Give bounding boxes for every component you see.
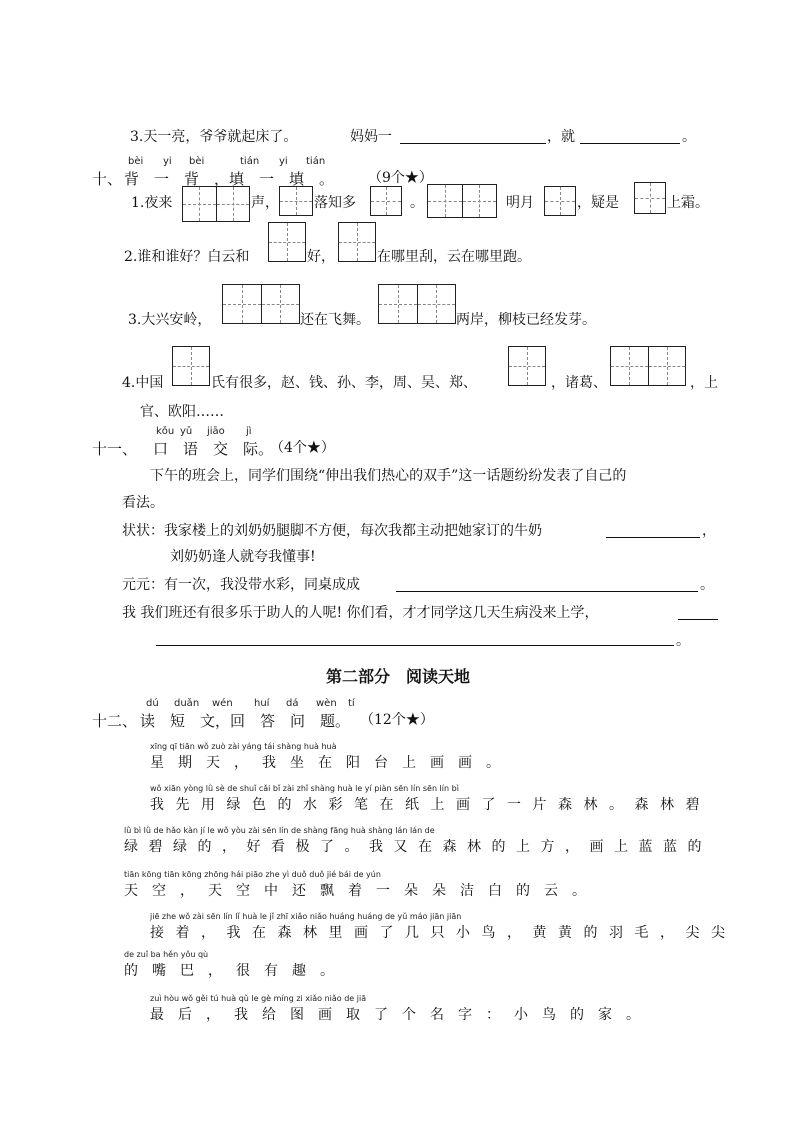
passage-line-1: 星期天，我坐在阳台上画画。 [150, 755, 514, 771]
passage-line-2: 我先用绿色的水彩笔在纸上画了一片森林。森林碧 [150, 797, 711, 813]
s10-l4-b: 氏有很多，赵、钱、孙、李，周、吴、郑、 [211, 375, 477, 391]
s11-py-0: kǒu [156, 426, 175, 437]
q3-mid: 妈妈一 [350, 129, 392, 145]
s10-l1-f: ，疑是 [577, 195, 619, 211]
s10-l4-a: 4.中国 [122, 375, 164, 391]
s11-py-1: yǔ [180, 426, 193, 437]
s10-l1-d: 。 [410, 195, 424, 211]
s10-py-5: tián [306, 156, 326, 167]
s10-l2-c: 在哪里刮，云在哪里跑。 [377, 249, 531, 265]
s10-l4-box-3[interactable] [610, 346, 686, 386]
s12-py-3: huí [254, 698, 270, 709]
s12-number: 十二、 [92, 712, 138, 730]
s10-l1-box-3[interactable] [370, 186, 402, 216]
q3-comma: ，就 [547, 129, 575, 145]
s10-l1-box-5[interactable] [544, 186, 576, 216]
s11-z1-blank[interactable] [606, 522, 700, 538]
s10-l4-box-2[interactable] [508, 346, 546, 386]
s10-l1-e: 明月 [506, 195, 534, 211]
passage-pinyin-6: de zuǐ ba hěn yǒu qù [124, 950, 209, 959]
passage-pinyin-2: wǒ xiān yòng lǜ sè de shuǐ cǎi bǐ zài zhǐ shàng huà le yí piàn sēn lín sēn lín bì [150, 784, 459, 793]
s10-py-4: yi [279, 156, 288, 167]
passage-line-3: 绿碧绿的，好看极了。我又在森林的上方，画上蓝蓝的 [124, 839, 712, 855]
s12-title: 读 短 文，回 答 问 题。 [140, 712, 351, 730]
s10-py-2: bèi [189, 156, 205, 167]
q3-left: 3.天一亮，爷爷就起床了。 [130, 129, 298, 145]
s11-z2: 刘奶奶逢人就夸我懂事! [170, 549, 316, 565]
q3-blank-1[interactable] [400, 128, 546, 144]
s10-number: 十、 [92, 170, 123, 188]
passage-line-4: 天空，天空中还飘着一朵朵洁白的云。 [124, 883, 600, 899]
s10-l4-c: ，诸葛、 [551, 375, 607, 391]
s10-l4-d: ，上 [690, 375, 718, 391]
passage-pinyin-1: xīng qī tiān wǒ zuò zài yáng tái shàng huà huà [150, 742, 337, 751]
s10-l3-box-1[interactable] [222, 284, 300, 324]
s12-py-5: wèn [316, 698, 337, 709]
s10-l2-a: 2.谁和谁好？白云和 [124, 249, 250, 265]
s11-p2: 看法。 [122, 495, 164, 511]
part2-title: 第二部分 阅读天地 [326, 667, 471, 686]
s10-l1-c: 落知多 [314, 195, 356, 211]
s10-l2-box-1[interactable] [268, 222, 306, 262]
s10-l2-box-2[interactable] [338, 222, 376, 262]
s11-title: 口 语 交 际。 [153, 440, 274, 458]
s10-l1-box-2[interactable] [279, 186, 313, 216]
s11-p1: 下午的班会上，同学们围绕“伸出我们热心的双手”这一话题纷纷发表了自己的 [150, 468, 627, 484]
passage-line-7: 最后，我给图画取了个名字：小鸟的家。 [150, 1007, 654, 1023]
s11-w1-blank[interactable] [678, 604, 718, 620]
s11-py-3: jì [246, 426, 252, 437]
s12-py-2: wén [212, 698, 233, 709]
s12-stars: （12个★） [360, 712, 434, 728]
s11-z1-end: ， [702, 523, 716, 539]
s11-y1: 元元：有一次，我没带水彩，同桌成成 [122, 577, 360, 593]
s10-l1-g: 上霜。 [667, 195, 709, 211]
s12-py-6: tí [348, 698, 355, 709]
s11-stars: （4个★） [270, 440, 335, 456]
q3-blank-2[interactable] [580, 128, 680, 144]
s11-y1-blank[interactable] [396, 576, 698, 592]
s10-l3-c: 两岸，柳枝已经发芽。 [456, 312, 596, 328]
s10-stars: （9个★） [368, 170, 433, 186]
s10-py-0: bèi [128, 156, 144, 167]
s11-w2-end: 。 [676, 633, 690, 649]
s12-py-4: dá [286, 698, 299, 709]
s11-py-2: jiāo [207, 426, 225, 437]
passage-pinyin-7: zuì hòu wǒ gěi tú huà qǔ le gè míng zi xiǎo niǎo de jiā [150, 994, 367, 1003]
s10-py-1: yi [163, 156, 172, 167]
s10-l1-box-4[interactable] [427, 184, 497, 218]
s11-z1: 状状：我家楼上的刘奶奶腿脚不方便，每次我都主动把她家订的牛奶 [122, 523, 542, 539]
s10-l1-box-6[interactable] [634, 182, 666, 214]
q3-end: 。 [682, 129, 696, 145]
s10-l1-a: 1.夜来 [131, 195, 173, 211]
s12-py-0: dú [146, 698, 159, 709]
passage-pinyin-5: jiē zhe wǒ zài sēn lín lǐ huà le jǐ zhī xiǎo niǎo huáng huáng de yǔ máo jiān jiān [150, 912, 462, 921]
passage-pinyin-4: tiān kōng tiān kōng zhōng hái piāo zhe yì duǒ duǒ jié bái de yún [124, 870, 381, 879]
s11-y1-end: 。 [700, 577, 714, 593]
s10-l3-b: 还在飞舞。 [300, 312, 370, 328]
passage-line-5: 接着，我在森林里画了几只小鸟，黄黄的羽毛，尖尖 [150, 925, 737, 941]
passage-line-6: 的嘴巴，很有趣。 [124, 963, 348, 979]
s11-number: 十一、 [92, 440, 138, 458]
s10-py-3: tián [240, 156, 260, 167]
s11-w2-blank[interactable] [156, 630, 674, 646]
s10-l2-b: 好， [307, 249, 335, 265]
s10-l4-box-1[interactable] [172, 346, 210, 386]
passage-pinyin-3: lǜ bì lǜ de hǎo kàn jí le wǒ yòu zài sēn lín de shàng fāng huà shàng lán lán de [124, 826, 435, 835]
s10-l1-box-1[interactable] [182, 186, 250, 222]
s10-title: 背 一 背 ，填 一 填 。 [124, 170, 335, 188]
s10-l3-box-2[interactable] [378, 284, 456, 324]
s10-l3-a: 3.大兴安岭， [128, 312, 212, 328]
s10-l4-e: 官、欧阳…… [140, 404, 224, 420]
s11-w1: 我 我们班还有很多乐于助人的人呢! 你们看，才才同学这几天生病没来上学， [122, 605, 599, 621]
s10-l1-b: 声， [251, 195, 279, 211]
s12-py-1: duǎn [174, 698, 200, 709]
